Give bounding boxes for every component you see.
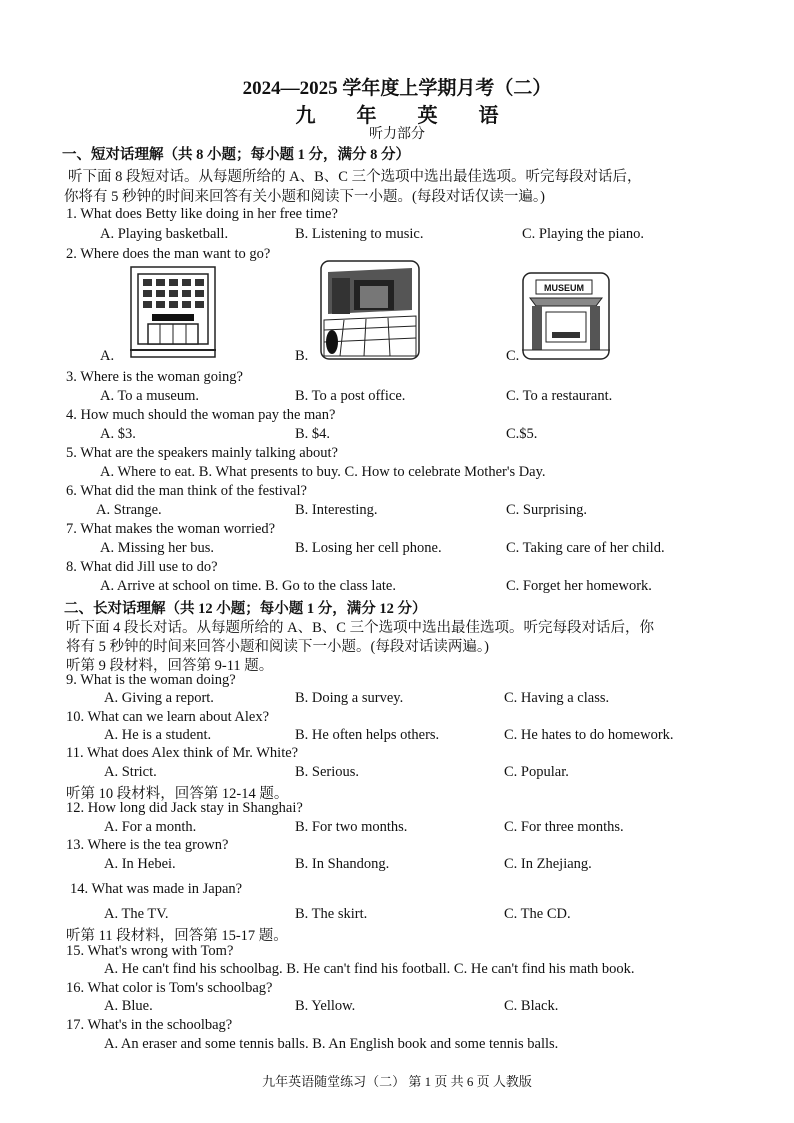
part-title: 听力部分 (369, 127, 425, 142)
question-5: 5. What are the speakers mainly talking about? (66, 445, 338, 461)
q9-option-a: A. Giving a report. (104, 690, 214, 706)
q3-option-b: B. To a post office. (295, 388, 406, 404)
question-13: 13. Where is the tea grown? (66, 837, 229, 853)
q1-option-a: A. Playing basketball. (100, 226, 229, 242)
q2-option-c: C. (506, 348, 520, 364)
section1-heading: 一、短对话理解（共 8 小题；每小题 1 分，满分 8 分） (62, 147, 410, 163)
q9-option-b: B. Doing a survey. (295, 690, 404, 706)
q4-option-a: A. $3. (100, 426, 136, 442)
question-8: 8. What did Jill use to do? (66, 559, 218, 575)
q6-option-b: B. Interesting. (295, 502, 378, 518)
question-12: 12. How long did Jack stay in Shanghai? (66, 800, 303, 816)
q16-option-a: A. Blue. (104, 998, 153, 1014)
section2-heading: 二、长对话理解（共 12 小题；每小题 1 分，满分 12 分） (64, 601, 427, 617)
q14-option-b: B. The skirt. (295, 906, 368, 922)
question-17: 17. What's in the schoolbag? (66, 1017, 233, 1033)
q6-option-c: C. Surprising. (506, 502, 587, 518)
material-9-note: 听第 9 段材料，回答第 9-11 题。 (66, 658, 274, 674)
question-2: 2. Where does the man want to go? (66, 246, 271, 262)
q10-option-a: A. He is a student. (104, 727, 212, 743)
q14-option-c: C. The CD. (504, 906, 571, 922)
q6-option-a: A. Strange. (96, 502, 162, 518)
q2-option-a: A. (100, 348, 115, 364)
page-title: 2024—2025 学年度上学期月考（二） (242, 78, 552, 99)
page-footer: 九年英语随堂练习（二） 第 1 页 共 6 页 人教版 (262, 1074, 532, 1089)
section2-instruction-line1: 听下面 4 段长对话。从每题所给的 A、B、C 三个选项中选出最佳选项。听完每段对话后，你 (66, 620, 655, 636)
q10-option-b: B. He often helps others. (295, 727, 440, 743)
q4-option-c: C.$5. (506, 426, 538, 442)
question-7: 7. What makes the woman worried? (66, 521, 276, 537)
shop-street-picture (320, 260, 420, 360)
q1-option-b: B. Listening to music. (295, 226, 424, 242)
q5-options: A. Where to eat. B. What presents to buy. C. How to celebrate Mother's Day. (100, 464, 546, 480)
q10-option-c: C. He hates to do homework. (504, 727, 674, 743)
q12-option-c: C. For three months. (504, 819, 624, 835)
q8-options-ab: A. Arrive at school on time. B. Go to the class late. (100, 578, 396, 594)
building-picture (130, 266, 216, 358)
q8-option-c: C. Forget her homework. (506, 578, 652, 594)
material-11-note: 听第 11 段材料，回答第 15-17 题。 (66, 928, 288, 944)
q16-option-b: B. Yellow. (295, 998, 356, 1014)
q12-option-b: B. For two months. (295, 819, 408, 835)
section1-instruction-line1: 听下面 8 段短对话。从每题所给的 A、B、C 三个选项中选出最佳选项。听完每段对话后， (68, 169, 642, 185)
q13-option-c: C. In Zhejiang. (504, 856, 592, 872)
question-4: 4. How much should the woman pay the man? (66, 407, 336, 423)
q16-option-c: C. Black. (504, 998, 559, 1014)
question-6: 6. What did the man think of the festival? (66, 483, 307, 499)
material-10-note: 听第 10 段材料，回答第 12-14 题。 (66, 786, 289, 802)
q9-option-c: C. Having a class. (504, 690, 610, 706)
question-11: 11. What does Alex think of Mr. White? (66, 745, 299, 761)
q7-option-b: B. Losing her cell phone. (295, 540, 442, 556)
q12-option-a: A. For a month. (104, 819, 197, 835)
q2-option-b: B. (295, 348, 309, 364)
q13-option-a: A. In Hebei. (104, 856, 176, 872)
q3-option-c: C. To a restaurant. (506, 388, 613, 404)
question-3: 3. Where is the woman going? (66, 369, 243, 385)
q13-option-b: B. In Shandong. (295, 856, 390, 872)
museum-sign-text: MUSEUM (544, 283, 584, 293)
museum-picture (522, 272, 610, 360)
question-14: 14. What was made in Japan? (70, 881, 243, 897)
q7-option-a: A. Missing her bus. (100, 540, 214, 556)
q7-option-c: C. Taking care of her child. (506, 540, 665, 556)
q17-options-ab: A. An eraser and some tennis balls. B. An English book and some tennis balls. (104, 1036, 559, 1052)
subject-title: 九 年 英 语 (295, 105, 517, 127)
question-9: 9. What is the woman doing? (66, 672, 236, 688)
q3-option-a: A. To a museum. (100, 388, 200, 404)
question-10: 10. What can we learn about Alex? (66, 709, 270, 725)
question-15: 15. What's wrong with Tom? (66, 943, 234, 959)
q1-option-c: C. Playing the piano. (522, 226, 645, 242)
q15-options: A. He can't find his schoolbag. B. He can't find his football. C. He can't find his math book. (104, 961, 635, 977)
q11-option-c: C. Popular. (504, 764, 569, 780)
q11-option-b: B. Serious. (295, 764, 360, 780)
q14-option-a: A. The TV. (104, 906, 169, 922)
section2-instruction-line2: 将有 5 秒钟的时间来回答小题和阅读下一小题。(每段对话读两遍。) (66, 639, 489, 655)
section1-instruction-line2: 你将有 5 秒钟的时间来回答有关小题和阅读下一小题。(每段对话仅读一遍。) (64, 189, 545, 205)
question-16: 16. What color is Tom's schoolbag? (66, 980, 273, 996)
question-1: 1. What does Betty like doing in her free time? (66, 206, 338, 222)
q4-option-b: B. $4. (295, 426, 331, 442)
q11-option-a: A. Strict. (104, 764, 157, 780)
